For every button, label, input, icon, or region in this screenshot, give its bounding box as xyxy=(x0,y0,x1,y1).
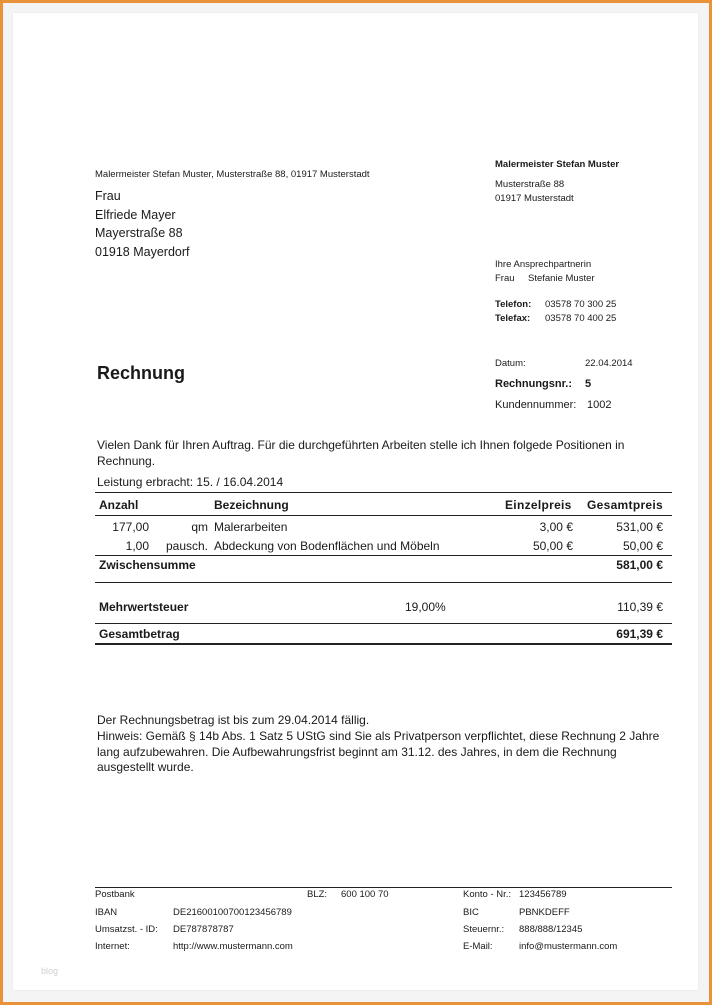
footer-vat-id: DE787878787 xyxy=(173,924,234,935)
recipient-city: 01918 Mayerdorf xyxy=(95,244,190,259)
footer-blz: 600 100 70 xyxy=(341,889,389,900)
contact-salutation: Frau xyxy=(495,273,515,284)
service-period: Leistung erbracht: 15. / 16.04.2014 xyxy=(97,475,284,489)
company-city: 01917 Musterstadt xyxy=(495,193,574,204)
subtotal-value: 581,00 € xyxy=(616,558,663,572)
footer-blz-label: BLZ: xyxy=(307,889,328,900)
total-rule xyxy=(95,643,672,645)
vat-rate: 19,00% xyxy=(405,600,446,614)
vat-label: Mehrwertsteuer xyxy=(99,600,189,614)
due-text: Der Rechnungsbetrag ist bis zum 29.04.2014 fällig. xyxy=(97,713,370,727)
date-value: 22.04.2014 xyxy=(585,358,633,369)
watermark: blog xyxy=(41,966,59,976)
recipient-name: Elfriede Mayer xyxy=(95,207,176,222)
footer-bic: PBNKDEFF xyxy=(519,907,570,918)
vat-rule xyxy=(95,623,672,624)
notice-text: Hinweis: Gemäß § 14b Abs. 1 Satz 5 UStG sind Sie als Privatperson verpflichtet, diese Rechnung 2 Jahre lang aufzubewahren. Die Aufbewahrungsfrist beginnt am 31.12. des Jahres, in dem die Rechnung ausgestellt wurde. xyxy=(97,729,660,774)
row2-unit: pausch. xyxy=(165,539,208,553)
rows-rule xyxy=(95,555,672,556)
row2-unit-price: 50,00 € xyxy=(532,539,573,553)
phone-value: 03578 70 300 25 xyxy=(545,299,617,310)
footer-email[interactable]: info@mustermann.com xyxy=(519,941,618,952)
footer-vat-id-label: Umsatzst. - ID: xyxy=(95,924,158,935)
invoice-no-value: 5 xyxy=(585,378,592,390)
row2-description: Abdeckung von Bodenflächen und Möbeln xyxy=(214,539,440,553)
row1-total: 531,00 € xyxy=(616,520,663,534)
recipient-address xyxy=(95,187,190,261)
footer-tax-no-label: Steuernr.: xyxy=(463,924,505,935)
footer-rule xyxy=(95,887,672,888)
footer-internet[interactable]: http://www.mustermann.com xyxy=(173,941,293,952)
row1-unit-price: 3,00 € xyxy=(539,520,573,534)
fax-label: Telefax: xyxy=(495,313,531,324)
invoice-no-label: Rechnungsnr.: xyxy=(495,378,573,390)
customer-no-label: Kundennummer: xyxy=(495,399,577,411)
customer-no-value: 1002 xyxy=(587,399,612,411)
col-quantity-header: Anzahl xyxy=(99,498,139,512)
vat-amount: 110,39 € xyxy=(617,600,663,614)
row1-description: Malerarbeiten xyxy=(214,520,288,534)
invoice-page xyxy=(13,13,698,990)
sender-line: Malermeister Stefan Muster, Musterstraße 88, 01917 Musterstadt xyxy=(95,169,370,180)
intro-text: Vielen Dank für Ihren Auftrag. Für die durchgeführten Arbeiten stelle ich Ihnen folgede Positionen in Rechnung. xyxy=(97,438,625,468)
footer-tax-no: 888/888/12345 xyxy=(519,924,583,935)
document-title: Rechnung xyxy=(97,363,185,383)
subtotal-rule xyxy=(95,582,672,583)
footer-account: 123456789 xyxy=(519,889,567,900)
fax-value: 03578 70 400 25 xyxy=(545,313,617,324)
recipient-salutation: Frau xyxy=(95,189,121,203)
footer-bic-label: BIC xyxy=(463,907,479,918)
date-label: Datum: xyxy=(495,358,526,369)
row2-total: 50,00 € xyxy=(622,539,663,553)
total-label: Gesamtbetrag xyxy=(99,627,180,641)
row2-quantity: 1,00 xyxy=(125,539,149,553)
footer-iban: DE21600100700123456789 xyxy=(173,907,292,918)
row1-quantity: 177,00 xyxy=(112,520,149,534)
row1-unit: qm xyxy=(191,520,208,534)
footer-iban-label: IBAN xyxy=(95,907,118,918)
table-top-rule xyxy=(95,492,672,493)
recipient-street: Mayerstraße 88 xyxy=(95,226,183,240)
footer-bank: Postbank xyxy=(95,889,135,900)
company-name: Malermeister Stefan Muster xyxy=(495,159,620,170)
col-unit-price-header: Einzelpreis xyxy=(505,498,572,512)
phone-label: Telefon: xyxy=(495,299,532,310)
contact-name: Stefanie Muster xyxy=(528,273,595,284)
footer-email-label: E-Mail: xyxy=(463,941,493,952)
col-total-header: Gesamtpreis xyxy=(587,498,664,512)
subtotal-label: Zwischensumme xyxy=(99,558,196,572)
footer-internet-label: Internet: xyxy=(95,941,130,952)
total-value: 691,39 € xyxy=(616,627,663,641)
footer-account-label: Konto - Nr.: xyxy=(463,889,512,900)
company-street: Musterstraße 88 xyxy=(495,179,565,190)
contact-label: Ihre Ansprechpartnerin xyxy=(495,259,592,270)
col-description-header: Bezeichnung xyxy=(214,498,289,512)
header-rule xyxy=(95,515,672,516)
